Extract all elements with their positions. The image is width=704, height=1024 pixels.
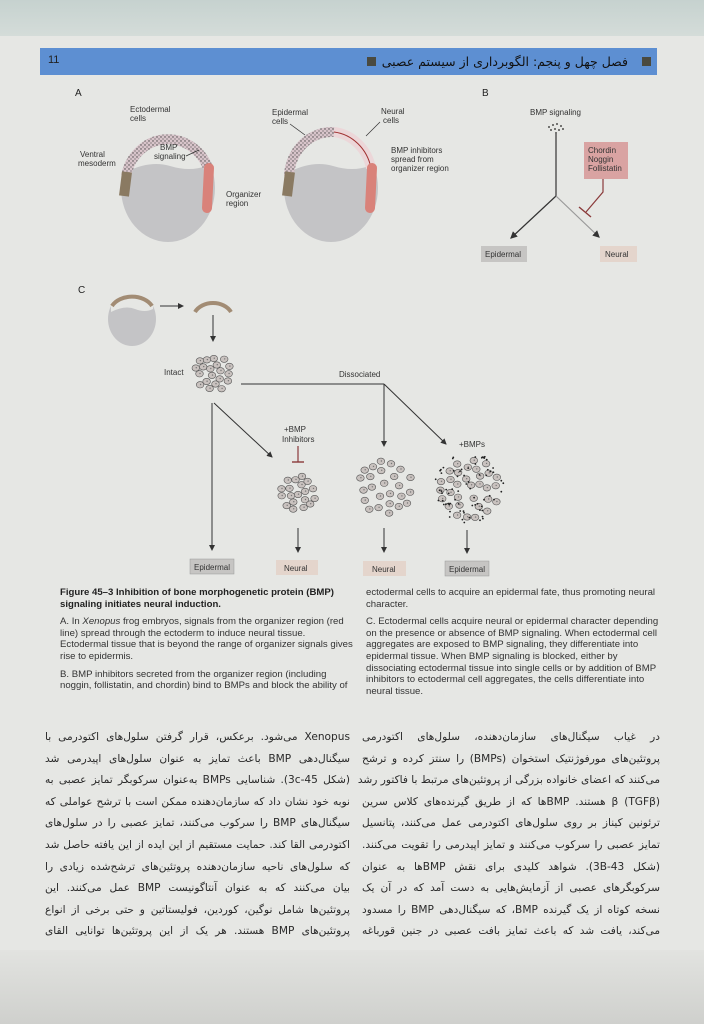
bmp-dot	[482, 518, 484, 520]
cell-nucleus	[302, 475, 303, 476]
bmp-dot	[492, 467, 494, 469]
bmp-dot	[439, 470, 441, 472]
cell-nucleus	[449, 505, 450, 506]
label-ventral-mesoderm-2: mesoderm	[78, 159, 116, 168]
label-bmp-inhibitors-2: spread from	[391, 155, 434, 164]
bmp-dot	[459, 470, 461, 472]
text-line: پروتئین‌های مورفوژنتیک استخوان (BMPs) را سنتز کرده و ترشح	[362, 752, 660, 765]
bmp-dot	[474, 456, 476, 458]
cell-nucleus	[442, 498, 443, 499]
outcome-label: Neural	[284, 564, 308, 573]
ventral-mesoderm	[124, 172, 127, 196]
bmp-dot	[479, 474, 481, 476]
cell-nucleus	[288, 479, 289, 480]
label-organizer-region: Organizer	[226, 190, 262, 199]
label-dissociated: Dissociated	[339, 370, 381, 379]
bmp-dot	[448, 504, 450, 506]
bmp-dot	[487, 469, 489, 471]
label-plus-bmps: +BMPs	[459, 440, 486, 449]
label-neural-cells-2: cells	[383, 116, 400, 125]
caption-a-pre: In	[69, 616, 83, 628]
cell-nucleus	[466, 478, 467, 479]
cell-nucleus	[295, 479, 296, 480]
bmp-dot	[461, 469, 463, 471]
caption-a-text: frog embryos, signals from the organizer region (red line) spread through the ectoderm to induce neural tissue. Ectodermal tissue that is beyond the range of organizer signals gives rise to epidermis.	[60, 616, 353, 662]
figure-caption	[60, 587, 660, 713]
cell-nucleus	[370, 476, 371, 477]
cell-nucleus	[488, 498, 489, 499]
bmp-dot	[445, 503, 447, 505]
cell-nucleus	[378, 507, 379, 508]
source-embryo	[108, 290, 156, 346]
text-line: سیگنال‌های BMP را سرکوب می‌کنند، تمایز عصبی را در سلول‌های	[45, 817, 350, 830]
label-epidermal-cells: Epidermal	[272, 108, 309, 117]
dissociated-cells	[357, 458, 415, 516]
arrow-to-neural	[556, 196, 599, 237]
panel-a-label: A	[75, 88, 82, 99]
bmp-dot	[449, 511, 451, 513]
bmp-dot	[471, 505, 473, 507]
bmp-dot	[465, 483, 467, 485]
bmp-dot	[459, 510, 461, 512]
cell-nucleus	[220, 370, 221, 371]
bmp-dot	[469, 517, 471, 519]
cell-nucleus	[209, 388, 210, 389]
bmp-dots	[548, 123, 564, 134]
chapter-title: فصل چهل و پنجم: الگوبرداری از سیستم عصبی	[381, 54, 628, 69]
cell-nucleus	[210, 368, 211, 369]
bmp-dot	[449, 516, 451, 518]
cell-nucleus	[220, 378, 221, 379]
cell-nucleus	[394, 476, 395, 477]
arrow-to-epidermal	[511, 196, 556, 238]
bmp-dot	[500, 491, 502, 493]
cell-nucleus	[228, 373, 229, 374]
cell-nucleus	[215, 383, 216, 384]
label-epidermal: Epidermal	[485, 250, 522, 259]
text-line: پروتئین‌های BMP هستند. هر یک از این پروتئین‌ها توانایی القای	[45, 925, 350, 938]
cell-nucleus	[293, 501, 294, 502]
bmp-dot	[486, 459, 488, 461]
text-line: می‌کند، یافت شد که باعث تمایز بافت عصبی در جنین قورباغه	[362, 925, 660, 938]
bmp-dot	[484, 456, 486, 458]
bmp-dot	[443, 467, 445, 469]
label-bmp-inhibitors: BMP inhibitors	[391, 146, 443, 155]
bmp-dot	[462, 519, 464, 521]
inhibition-line	[586, 179, 603, 212]
cell-nucleus	[196, 367, 197, 368]
cell-nucleus	[365, 499, 366, 500]
label-ectodermal-cells-2: cells	[130, 114, 147, 123]
cell-nucleus	[467, 516, 468, 517]
cell-nucleus	[474, 460, 475, 461]
caption-c-label: C.	[366, 616, 376, 628]
inhibited-cell-aggregate	[278, 473, 319, 512]
cell-nucleus	[458, 472, 459, 473]
cell-nucleus	[487, 510, 488, 511]
bmp-dot	[441, 490, 443, 492]
cell-nucleus	[203, 366, 204, 367]
bmp-dot	[453, 470, 455, 472]
cell-nucleus	[228, 380, 229, 381]
cell-nucleus	[496, 485, 497, 486]
bmp-dot	[441, 472, 443, 474]
cell-nucleus	[373, 466, 374, 467]
bmp-dot	[458, 503, 460, 505]
cell-nucleus	[380, 495, 381, 496]
bmp-dot	[457, 490, 459, 492]
cell-nucleus	[200, 360, 201, 361]
cell-nucleus	[401, 495, 402, 496]
cell-nucleus	[293, 508, 294, 509]
text-line: در غیاب سیگنال‌های سازمان‌دهنده، سلول‌های اکتودرمی	[362, 731, 660, 743]
bmp-dot	[467, 467, 469, 469]
cell-nucleus	[307, 480, 308, 481]
cell-nucleus	[407, 502, 408, 503]
dissociated-cells-with-bmps	[435, 456, 504, 523]
cell-nucleus	[301, 484, 302, 485]
bmp-dot	[451, 488, 453, 490]
label-neural-cells: Neural	[381, 107, 405, 116]
text-line: β (TGFβ) هستند. BMPها که از طریق گیرنده‌های کلاس سرین	[362, 795, 661, 808]
text-line: سرکوبگرهای عصبی از آزمایش‌هایی به دست آمد که در آن یک	[362, 882, 660, 895]
cell-nucleus	[360, 477, 361, 478]
text-line: اکتودرمی القا کند. حمایت مستقیم از این ایده از این یافته حاصل شد	[45, 838, 350, 851]
caption-b-text: BMP inhibitors secreted from the organizer region (including noggin, follistatin, and chordin) bind to BMPs and block the ability of ectodermal cells to acquire an epidermal fate, thus promoting neural character.	[60, 587, 656, 692]
bmp-dot	[448, 493, 450, 495]
cell-nucleus	[381, 470, 382, 471]
cell-nucleus	[314, 498, 315, 499]
cell-nucleus	[497, 476, 498, 477]
cell-nucleus	[384, 482, 385, 483]
cell-nucleus	[457, 514, 458, 515]
bmp-dot	[469, 488, 471, 490]
label-signaling: signaling	[154, 152, 186, 161]
cell-nucleus	[457, 483, 458, 484]
cell-nucleus	[381, 460, 382, 461]
bmp-dot	[485, 475, 487, 477]
label-ectodermal-cells: Ectodermal	[130, 105, 171, 114]
ectoderm-explant	[195, 303, 231, 312]
bmp-dot	[463, 512, 465, 514]
bmp-dot	[479, 519, 481, 521]
outcome-label: Neural	[372, 565, 396, 574]
label-intact: Intact	[164, 368, 184, 377]
cell-nucleus	[410, 477, 411, 478]
cell-nucleus	[310, 503, 311, 504]
bmp-dot	[474, 504, 476, 506]
body-text-right-column	[357, 727, 661, 943]
caption-a-label: A.	[60, 616, 70, 628]
bmp-dot	[457, 476, 459, 478]
text-line: پروتئین‌ها شامل نوگین، کوردین، فولیستاتین و حتی برخی از انواع	[45, 903, 350, 916]
label-follistatin: Follistatin	[588, 164, 622, 173]
bmp-dot	[483, 499, 485, 501]
bmp-dot	[477, 503, 479, 505]
cell-nucleus	[212, 374, 213, 375]
cell-nucleus	[489, 472, 490, 473]
cell-nucleus	[229, 365, 230, 366]
cell-nucleus	[496, 501, 497, 502]
bmp-dot	[435, 478, 437, 480]
cell-nucleus	[400, 468, 401, 469]
cell-nucleus	[281, 488, 282, 489]
cell-nucleus	[487, 487, 488, 488]
cell-nucleus	[458, 496, 459, 497]
caption-c-text: Ectodermal cells acquire neural or epidermal character depending on the presence or absence of BMP signaling. When ectodermal cell aggregates are exposed to BMP signaling, they differentiate into epidermal tissue. When BMP signaling is blocked, either by dissociating ectodermal tissue into single cells or by addition of BMP inhibitors to ectodermal cell aggregates, the cells differentiate into neural tissue.	[366, 616, 659, 697]
cell-nucleus	[372, 486, 373, 487]
label-chordin: Chordin	[588, 146, 617, 155]
label-noggin: Noggin	[588, 155, 614, 164]
text-line: (شکل 43-3B). شواهد کلیدی برای نقش BMPها به عنوان	[362, 860, 660, 873]
cell-nucleus	[479, 506, 480, 507]
cell-nucleus	[399, 485, 400, 486]
cell-nucleus	[298, 494, 299, 495]
panel-c-label: C	[78, 285, 86, 296]
cell-nucleus	[390, 503, 391, 504]
bmp-dot	[463, 522, 465, 524]
text-line: ترئونین کیناز بر روی سلول‌های اکتودرمی عمل می‌کنند، پتانسیل	[362, 817, 660, 830]
cell-nucleus	[399, 506, 400, 507]
organizer-region	[207, 168, 209, 208]
label-bmp: BMP	[160, 143, 178, 152]
caption-b-label: B.	[60, 668, 70, 680]
text-line: نوبه خود نشان داد که سازمان‌دهنده ممکن است با ترشح عواملی که	[45, 795, 350, 808]
cell-nucleus	[214, 358, 215, 359]
label-bmp-signaling: BMP signaling	[530, 108, 581, 117]
cell-nucleus	[390, 493, 391, 494]
body-text-left-column	[45, 727, 350, 943]
text-line: نسخه کوتاه از یک گیرنده BMP، که سیگنال‌دهی BMP را مسدود	[362, 903, 660, 916]
bmp-dot	[439, 489, 441, 491]
cell-nucleus	[291, 495, 292, 496]
bmp-dot	[489, 471, 491, 473]
bmp-dot	[502, 482, 504, 484]
cell-nucleus	[369, 508, 370, 509]
bmp-dot	[500, 480, 502, 482]
text-line: می‌کنند که اعضای خانواده بزرگی از پروتئین‌های مرتبط با فاکتور رشد	[357, 774, 660, 787]
cell-nucleus	[305, 499, 306, 500]
text-line: (شکل 45-3c). شناسایی BMPs به‌عنوان سرکوبگر تمایز عصبی به	[45, 774, 350, 787]
cell-nucleus	[365, 469, 366, 470]
cell-nucleus	[207, 359, 208, 360]
outcome-label: Epidermal	[449, 565, 486, 574]
cell-nucleus	[486, 463, 487, 464]
bmp-dot	[441, 492, 443, 494]
bmp-dot	[493, 499, 495, 501]
bmp-dot	[481, 510, 483, 512]
cell-nucleus	[303, 507, 304, 508]
label-epidermal-cells-2: cells	[272, 117, 289, 126]
cell-nucleus	[282, 495, 283, 496]
label-neural: Neural	[605, 250, 629, 259]
cell-nucleus	[289, 487, 290, 488]
cell-nucleus	[199, 373, 200, 374]
cell-nucleus	[471, 484, 472, 485]
bmp-dot	[481, 506, 483, 508]
bmp-dot	[454, 499, 456, 501]
bmp-dot	[482, 516, 484, 518]
bottom-page-shadow	[0, 950, 704, 1024]
label-inhibitors: Inhibitors	[282, 435, 315, 444]
cell-nucleus	[200, 384, 201, 385]
bmp-dot	[468, 481, 470, 483]
cell-nucleus	[475, 516, 476, 517]
label-plus-bmp: +BMP	[284, 425, 307, 434]
bmp-dot	[489, 495, 491, 497]
cell-nucleus	[479, 483, 480, 484]
text-line: بیان می‌کنند که به عنوان آنتاگونیست BMP عمل می‌کنند. این	[45, 882, 350, 895]
cell-nucleus	[450, 470, 451, 471]
cell-nucleus	[457, 463, 458, 464]
panel-b-label: B	[482, 88, 489, 99]
cell-nucleus	[476, 468, 477, 469]
label-bmp-inhibitors-3: organizer region	[391, 164, 449, 173]
bmp-dot	[475, 463, 477, 465]
cell-nucleus	[441, 481, 442, 482]
cell-nucleus	[217, 364, 218, 365]
bmp-dot	[438, 500, 440, 502]
text-line: که سلول‌های ناحیه سازمان‌دهنده پروتئین‌های ترشح‌شده زیادی را	[45, 860, 350, 873]
bmp-dot	[463, 475, 465, 477]
caption-c	[366, 616, 660, 697]
cell-nucleus	[287, 505, 288, 506]
text-line: سیگنال‌دهی BMP باعث تمایز به عنوان سلول‌های اپیدرمی شد	[45, 752, 350, 765]
cell-nucleus	[305, 490, 306, 491]
text-line: تمایز عصبی را سرکوب می‌کنند و تمایز اپیدرمی را تقویت می‌کنند.	[362, 838, 660, 851]
label-ventral-mesoderm: Ventral	[80, 150, 105, 159]
caption-title: Figure 45–3 Inhibition of bone morphogenetic protein (BMP) signaling initiates neural induction.	[60, 587, 334, 610]
bmp-dot	[493, 471, 495, 473]
cell-nucleus	[224, 358, 225, 359]
bmp-dot	[452, 458, 454, 460]
cell-nucleus	[459, 504, 460, 505]
text-line: Xenopus می‌شود. برعکس، قرار گرفتن سلول‌های اکتودرمی با	[45, 731, 350, 743]
cell-nucleus	[450, 492, 451, 493]
cell-nucleus	[389, 512, 390, 513]
bmp-dot	[443, 504, 445, 506]
bmp-dot	[479, 509, 481, 511]
label-organizer-region-2: region	[226, 199, 249, 208]
intact-cell-aggregate	[192, 355, 233, 392]
outcome-label: Epidermal	[194, 563, 231, 572]
cell-nucleus	[206, 381, 207, 382]
cell-nucleus	[450, 479, 451, 480]
bmp-dot	[445, 489, 447, 491]
cell-nucleus	[221, 388, 222, 389]
cell-nucleus	[391, 463, 392, 464]
cell-nucleus	[410, 491, 411, 492]
page-number: 11	[48, 54, 60, 66]
cell-nucleus	[313, 488, 314, 489]
bmp-dot	[463, 510, 465, 512]
caption-a-italic: Xenopus	[82, 616, 121, 628]
bmp-dot	[473, 497, 475, 499]
embryo-bmp-inhibited	[284, 125, 378, 242]
bmp-dot	[442, 500, 444, 502]
caption-a	[60, 616, 354, 662]
cell-nucleus	[363, 489, 364, 490]
